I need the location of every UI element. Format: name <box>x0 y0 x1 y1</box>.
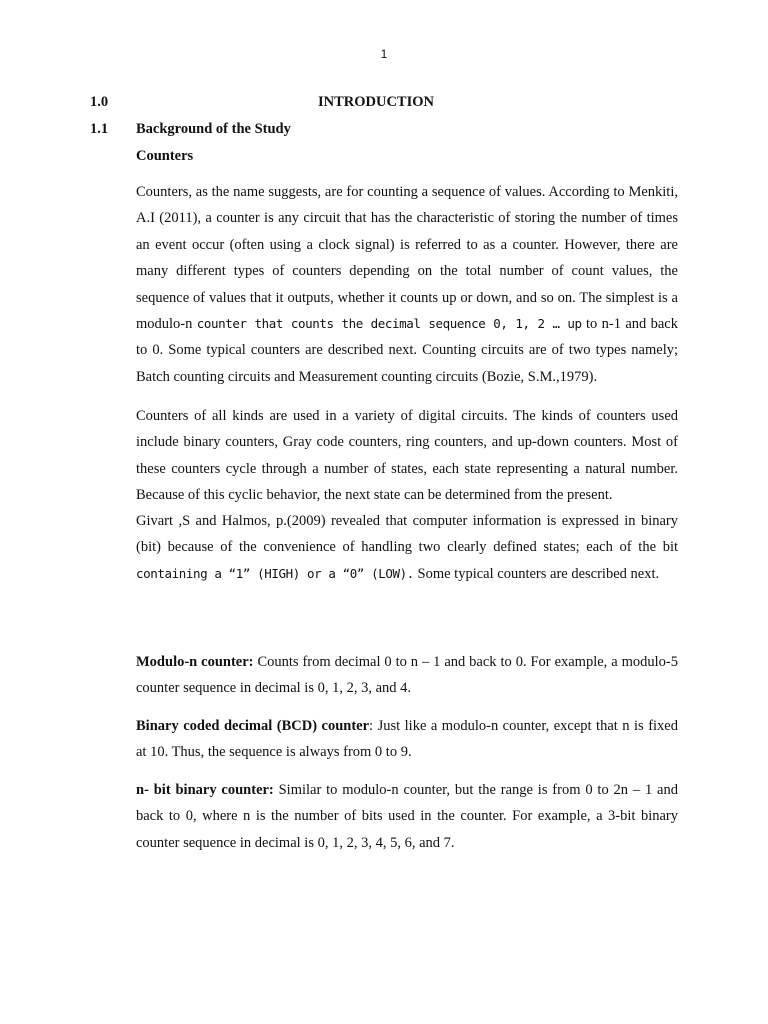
paragraph-text: to n-1 and back to 0. Some typical counters are described next. Counting circuits are of two types namely; Batch counting circuits and Measurement counting circuits (Bozie, S.M.,1979). <box>136 316 678 385</box>
definition-term: Binary coded decimal (BCD) counter <box>136 718 370 734</box>
paragraph-binary-info <box>136 508 678 587</box>
paragraph-text: Givart ,S and Halmos, p.(2009) revealed that computer information is expressed in binary (bit) because of the convenience of handling two clearly defined states; each of the bit <box>136 513 678 556</box>
background-section-number: 1.1 <box>90 121 109 137</box>
definition-text: Similar to modulo-n counter, but the range is from 0 to 2n – 1 and back to 0, where n is the number of bits used in the counter. For example, a 3-bit binary counter sequence in decimal is 0, 1, 2, 3, 4, 5, 6, and 7. <box>136 782 678 851</box>
definition-modulo-n <box>136 649 678 702</box>
intro-section-number: 1.0 <box>90 94 109 110</box>
definition-term: n- bit binary counter: <box>136 782 274 798</box>
paragraph-mono-text: counter that counts the decimal sequence 0, 1, 2 … up <box>196 316 582 332</box>
paragraph-counter-kinds <box>136 403 678 509</box>
paragraph-text: Some typical counters are described next. <box>413 565 660 582</box>
definition-term: Modulo-n counter: <box>136 654 254 670</box>
definition-n-bit-binary <box>136 777 678 856</box>
definition-text: Counts from decimal 0 to n – 1 and back to 0. For example, a modulo-5 counter sequence in decimal is 0, 1, 2, 3, and 4. <box>136 654 678 697</box>
background-title: Background of the Study <box>136 121 291 137</box>
counters-title: Counters <box>136 148 194 164</box>
definition-bcd <box>136 713 678 766</box>
definition-text: : Just like a modulo-n counter, except that n is fixed at 10. Thus, the sequence is always from 0 to 9. <box>136 718 678 761</box>
paragraph-counters-intro <box>136 179 678 390</box>
intro-title: INTRODUCTION <box>317 94 434 110</box>
paragraph-text: Counters, as the name suggests, are for counting a sequence of values. According to Menkiti, A.I (2011), a counter is any circuit that has the characteristic of storing the number of times an event occur (often using a clock signal) is referred to as a counter. However, there are many different types of counters depending on the total number of count values, the sequence of values that it outputs, whether it counts up or down, and so on. The simplest is a modulo-n <box>136 184 678 333</box>
page-number: 1 <box>380 47 388 61</box>
paragraph-mono-text: containing a “1” (HIGH) or a “0” (LOW). <box>136 565 414 581</box>
paragraph-text: Counters of all kinds are used in a variety of digital circuits. The kinds of counters used include binary counters, Gray code counters, ring counters, and up-down counters. Most of these counters cycle through a number of states, each state representing a natural number. Because of this cyclic behavior, the next state can be determined from the present. <box>136 408 678 504</box>
